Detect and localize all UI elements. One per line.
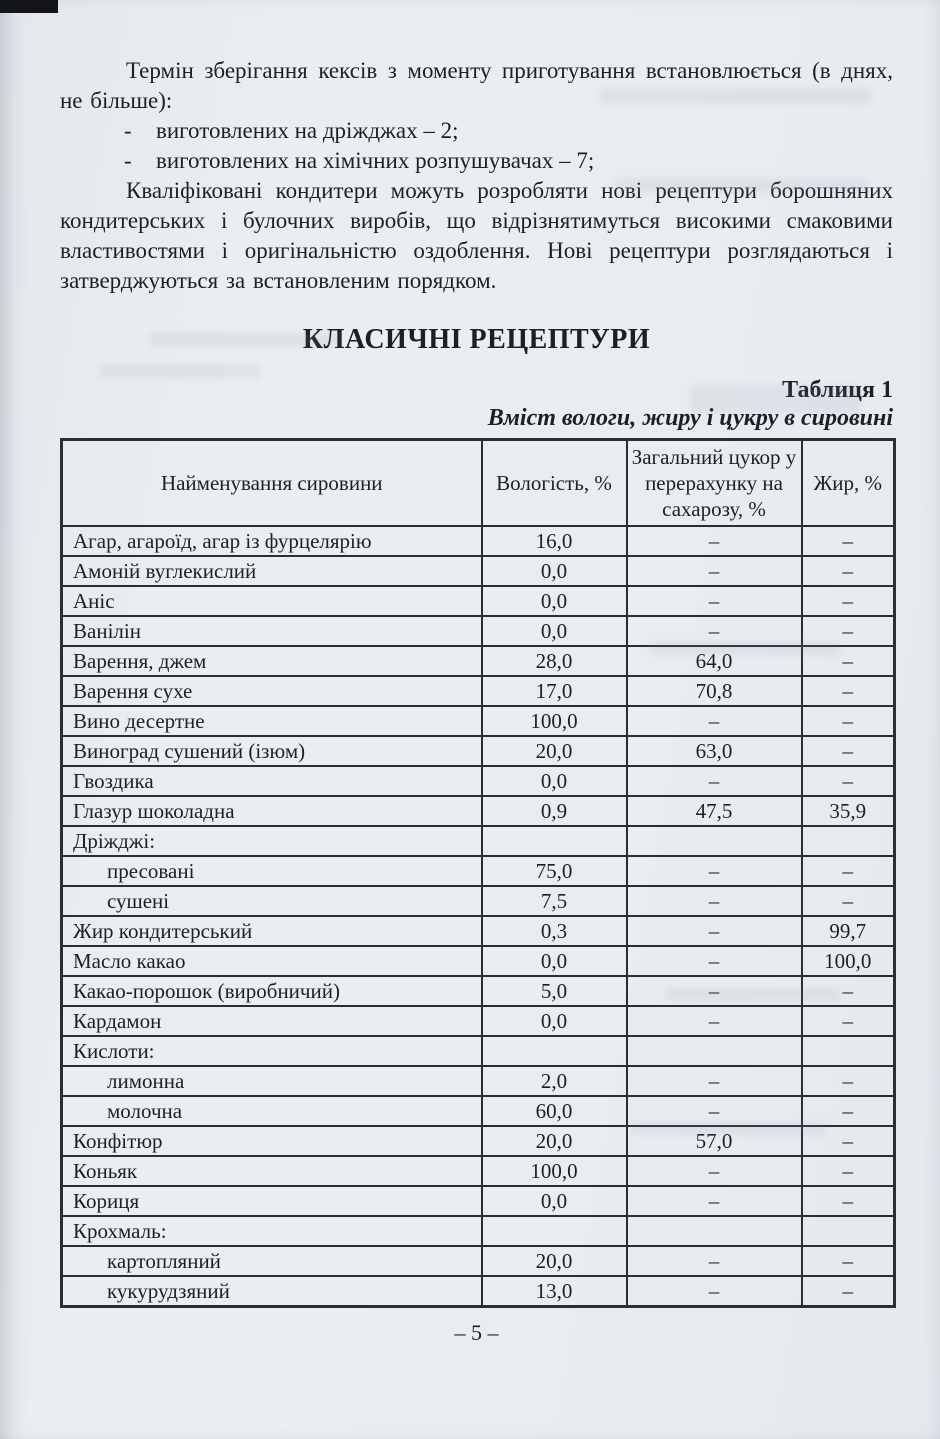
ingredient-name-cell: Глазур шоколадна [62,796,482,826]
moisture-cell: 20,0 [482,1246,627,1276]
table-row [62,526,895,556]
fat-cell: – [802,1246,895,1276]
sugar-cell: 63,0 [627,736,802,766]
moisture-cell: 2,0 [482,1066,627,1096]
ingredient-name-cell: картопляний [62,1246,482,1276]
ingredient-name-cell: пресовані [62,856,482,886]
table-row [62,856,895,886]
scan-corner-artifact [0,0,58,13]
ingredient-name-cell: Варення, джем [62,646,482,676]
sugar-cell: – [627,526,802,556]
fat-cell: – [802,976,895,1006]
sugar-cell: – [627,1096,802,1126]
table-title: Вміст вологи, жиру і цукру в сировині [487,405,893,431]
moisture-cell: 0,0 [482,556,627,586]
ingredients-table-body [62,526,895,1307]
sugar-cell: – [627,616,802,646]
ingredient-name-cell: Агар, агароїд, агар із фурцелярію [62,526,482,556]
table-caption [60,376,893,432]
sugar-cell [627,826,802,856]
moisture-cell: 17,0 [482,676,627,706]
moisture-cell: 0,0 [482,946,627,976]
sugar-cell: – [627,1156,802,1186]
ingredient-name-cell: Амоній вуглекислий [62,556,482,586]
ingredient-name-cell: Аніс [62,586,482,616]
moisture-cell: 0,0 [482,1006,627,1036]
ingredient-name-cell: Кислоти: [62,1036,482,1066]
ingredient-name-cell: сушені [62,886,482,916]
moisture-cell [482,826,627,856]
table-row [62,1246,895,1276]
fat-cell: 100,0 [802,946,895,976]
table-row [62,796,895,826]
moisture-cell: 5,0 [482,976,627,1006]
moisture-cell: 0,0 [482,1186,627,1216]
ingredient-name-cell: Какао-порошок (виробничий) [62,976,482,1006]
table-row [62,916,895,946]
header-moisture: Вологість, % [482,440,627,527]
table-row [62,1186,895,1216]
table-number-label: Таблиця 1 [782,377,893,403]
list-item [60,146,893,176]
header-fat: Жир, % [802,440,895,527]
table-row [62,1156,895,1186]
moisture-cell [482,1216,627,1246]
ingredient-name-cell: лимонна [62,1066,482,1096]
moisture-cell: 0,0 [482,586,627,616]
table-row [62,1126,895,1156]
header-total-sugar: Загальний цукор у перерахунку на сахарозу, % [627,440,802,527]
ingredient-name-cell: Коньяк [62,1156,482,1186]
intro-paragraph-2: Кваліфіковані кондитери можуть розробляти нові рецептури борошняних кондитерських і булочних виробів, що відрізнятимуться високими смаковими властивостями і оригінальністю оздоблення. Нові рецептури розглядаються і затверджуються за встановленим порядком. [60,178,893,293]
list-item-marker: - [124,118,132,143]
table-row [62,676,895,706]
sugar-cell: – [627,886,802,916]
fat-cell: – [802,556,895,586]
table-row [62,826,895,856]
fat-cell: 99,7 [802,916,895,946]
moisture-cell: 0,0 [482,616,627,646]
page-number: – 5 – [454,1320,499,1345]
fat-cell: – [802,706,895,736]
moisture-cell: 75,0 [482,856,627,886]
moisture-cell: 0,9 [482,796,627,826]
fat-cell: – [802,676,895,706]
ingredients-table-header [62,440,895,527]
moisture-cell [482,1036,627,1066]
ingredient-name-cell: кукурудзяний [62,1276,482,1307]
fat-cell: – [802,1066,895,1096]
moisture-cell: 0,0 [482,766,627,796]
table-row [62,1006,895,1036]
ingredient-name-cell: Варення сухе [62,676,482,706]
sugar-cell: – [627,586,802,616]
ingredient-name-cell: Ванілін [62,616,482,646]
table-row [62,1066,895,1096]
fat-cell: – [802,1186,895,1216]
ingredient-name-cell: Гвоздика [62,766,482,796]
table-row [62,706,895,736]
table-row [62,946,895,976]
fat-cell: 35,9 [802,796,895,826]
page-content [60,0,893,1346]
sugar-cell [627,1036,802,1066]
sugar-cell: – [627,1006,802,1036]
table-row [62,646,895,676]
sugar-cell [627,1216,802,1246]
sugar-cell: – [627,976,802,1006]
table-row [62,1096,895,1126]
list-item-text: виготовлених на хімічних розпушувачах – 7; [156,148,595,173]
moisture-cell: 60,0 [482,1096,627,1126]
ingredient-name-cell: Кардамон [62,1006,482,1036]
ingredient-name-cell: Виноград сушений (ізюм) [62,736,482,766]
sugar-cell: – [627,1066,802,1096]
list-item [60,116,893,146]
table-row [62,886,895,916]
moisture-cell: 0,3 [482,916,627,946]
sugar-cell: – [627,766,802,796]
list-item-marker: - [124,148,132,173]
fat-cell [802,1036,895,1066]
table-row [62,736,895,766]
moisture-cell: 7,5 [482,886,627,916]
section-heading: КЛАСИЧНІ РЕЦЕПТУРИ [302,324,651,355]
table-row [62,1276,895,1307]
table-row [62,556,895,586]
fat-cell: – [802,586,895,616]
fat-cell: – [802,1276,895,1307]
fat-cell: – [802,1156,895,1186]
ingredients-table [60,438,896,1308]
fat-cell: – [802,856,895,886]
fat-cell: – [802,646,895,676]
moisture-cell: 20,0 [482,736,627,766]
moisture-cell: 100,0 [482,1156,627,1186]
moisture-cell: 16,0 [482,526,627,556]
table-row [62,616,895,646]
moisture-cell: 100,0 [482,706,627,736]
sugar-cell: – [627,916,802,946]
ingredient-name-cell: Жир кондитерський [62,916,482,946]
ingredient-name-cell: Крохмаль: [62,1216,482,1246]
table-row [62,1036,895,1066]
sugar-cell: – [627,706,802,736]
sugar-cell: 70,8 [627,676,802,706]
header-ingredient-name: Найменування сировини [62,440,482,527]
fat-cell: – [802,886,895,916]
header-row [62,440,895,527]
list-item-text: виготовлених на дріжджах – 2; [156,118,459,143]
fat-cell [802,826,895,856]
ingredient-name-cell: Конфітюр [62,1126,482,1156]
sugar-cell: 57,0 [627,1126,802,1156]
sugar-cell: – [627,556,802,586]
sugar-cell: 47,5 [627,796,802,826]
fat-cell [802,1216,895,1246]
table-row [62,766,895,796]
fat-cell: – [802,766,895,796]
table-row [62,1216,895,1246]
fat-cell: – [802,1096,895,1126]
table-row [62,586,895,616]
sugar-cell: 64,0 [627,646,802,676]
ingredient-name-cell: молочна [62,1096,482,1126]
fat-cell: – [802,736,895,766]
sugar-cell: – [627,1186,802,1216]
ingredient-name-cell: Вино десертне [62,706,482,736]
sugar-cell: – [627,1276,802,1307]
fat-cell: – [802,1126,895,1156]
fat-cell: – [802,526,895,556]
moisture-cell: 13,0 [482,1276,627,1307]
moisture-cell: 20,0 [482,1126,627,1156]
intro-paragraph-1: Термін зберігання кексів з моменту приготування встановлюється (в днях, не більше): [60,58,893,113]
sugar-cell: – [627,1246,802,1276]
ingredient-name-cell: Масло какао [62,946,482,976]
sugar-cell: – [627,946,802,976]
sugar-cell: – [627,856,802,886]
intro-text-block [60,56,893,296]
ingredient-name-cell: Кориця [62,1186,482,1216]
fat-cell: – [802,1006,895,1036]
ingredient-name-cell: Дріжджі: [62,826,482,856]
table-row [62,976,895,1006]
fat-cell: – [802,616,895,646]
moisture-cell: 28,0 [482,646,627,676]
